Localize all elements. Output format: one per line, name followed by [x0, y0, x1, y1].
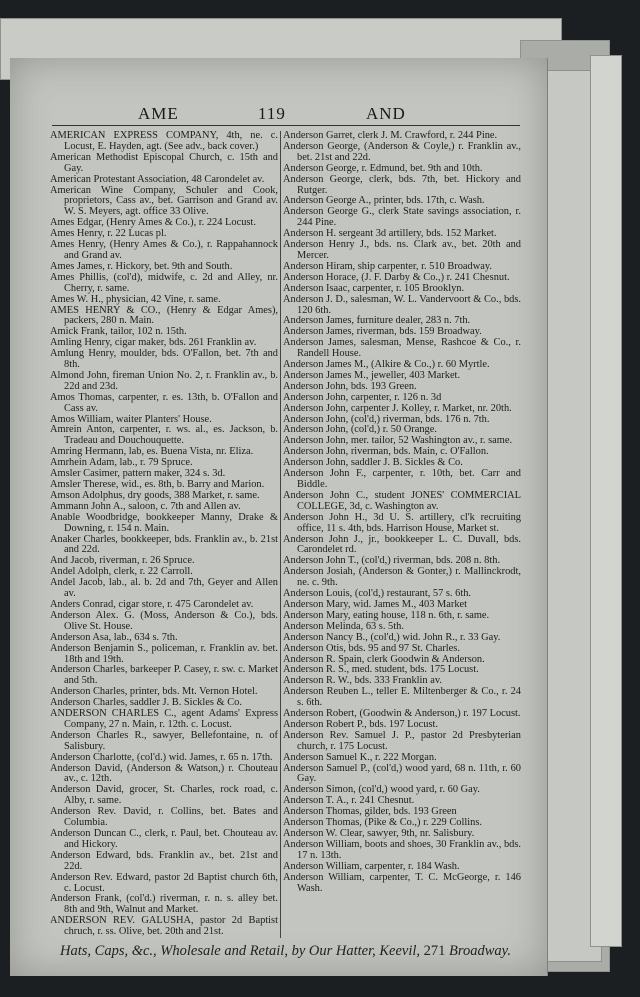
directory-entry: Anderson Simon, (col'd,) wood yard, r. 60 Gay. — [283, 784, 480, 796]
directory-entry: Anderson Josiah, (Anderson & Gonter,) r. Mallinckrodt, ne. c. 9th. — [283, 566, 521, 589]
header-rule — [52, 125, 520, 126]
directory-entry: Anderson Samuel P., (col'd,) wood yard, 68 n. 11th, r. 60 Gay. — [283, 762, 521, 785]
directory-entry: Amrhein Adam, lab., r. 79 Spruce. — [50, 457, 193, 469]
directory-entry: Anderson George, r. Edmund, bet. 9th and 10th. — [283, 162, 483, 174]
directory-entry: Amson Adolphus, dry goods, 388 Market, r. same. — [50, 489, 260, 501]
directory-entry: Anderson Louis, (col'd,) restaurant, 57 s. 6th. — [283, 588, 472, 600]
directory-entry: Anderson Frank, (col'd.) riverman, r. n. s. alley bet. 8th and 9th, Walnut and Market. — [50, 893, 278, 916]
directory-entry: Anderson George, clerk, bds. 7th, bet. Hickory and Rutger. — [283, 173, 521, 196]
directory-page — [10, 58, 548, 976]
directory-entry: Anderson John, (col'd,) r. 50 Orange. — [283, 424, 437, 436]
directory-entry: Anderson William, carpenter, r. 184 Wash. — [283, 860, 460, 872]
directory-entry: ANDERSON REV. GALUSHA, pastor 2d Baptist chruch, r. ss. Olive, bet. 20th and 21st. — [50, 915, 278, 938]
directory-entry: AMES HENRY & CO., (Henry & Edgar Ames), packers, 280 n. Main. — [50, 304, 278, 327]
left-column — [50, 131, 278, 938]
directory-entry: Anderson Thomas, (Pike & Co.,) r. 229 Collins. — [283, 817, 482, 829]
directory-entry: Anderson R. Spain, clerk Goodwin & Anderson. — [283, 653, 485, 665]
directory-entry: Anderson Edward, bds. Franklin av., bet. 21st and 22d. — [50, 849, 278, 872]
directory-entry: Amsler Therese, wid., es. 8th, b. Barry and Marion. — [50, 479, 265, 490]
directory-entry: Anderson John, mer. tailor, 52 Washington av., r. same. — [283, 435, 513, 447]
directory-entry: Anderson Mary, eating house, 118 n. 6th, r. same. — [283, 609, 490, 621]
directory-entry: Anders Conrad, cigar store, r. 475 Carondelet av. — [50, 598, 254, 610]
directory-entry: Ames W. H., physician, 42 Vine, r. same. — [50, 293, 221, 305]
directory-entry: Anderson George G., clerk State savings association, r. 244 Pine. — [283, 206, 521, 229]
directory-entry: Anderson Alex. G. (Moss, Anderson & Co.), bds. Olive St. House. — [50, 609, 278, 632]
directory-entry: Anderson John, (col'd,) riverman, bds. 176 n. 7th. — [283, 413, 490, 425]
directory-entry: Ames Edgar, (Henry Ames & Co.), r. 224 Locust. — [50, 217, 256, 229]
directory-entry: Anderson John, carpenter, r. 126 n. 3d — [283, 391, 442, 403]
page-number: 119 — [258, 104, 286, 123]
directory-entry: Anderson John H., 3d U. S. artillery, cl'k recruiting office, 11 s. 4th, bds. Harrison House, Market st. — [283, 511, 521, 534]
directory-entry: Almond John, fireman Union No. 2, r. Franklin av., b. 22d and 23d. — [50, 369, 278, 392]
directory-entry: Amling Henry, cigar maker, bds. 261 Franklin av. — [50, 337, 257, 349]
directory-entry: Anderson T. A., r. 241 Chesnut. — [283, 795, 415, 807]
directory-entry: Anderson Rev. Edward, pastor 2d Baptist church 6th, c. Locust. — [50, 871, 278, 894]
directory-entry: Anable Woodbridge, bookkeeper Manny, Drake & Downing, r. 154 n. Main. — [50, 511, 278, 534]
directory-entry: Anderson John, carpenter J. Kolley, r. Market, nr. 20th. — [283, 402, 512, 414]
ad-street: Broadway. — [449, 943, 511, 960]
directory-entry: Anderson James, furniture dealer, 283 n. 7th. — [283, 315, 471, 327]
page-header — [50, 104, 547, 125]
directory-entry: Anderson R. W., bds. 333 Franklin av. — [283, 675, 442, 687]
footer-advertisement — [60, 942, 530, 960]
directory-entry: Anderson William, carpenter, T. C. McGeorge, r. 146 Wash. — [283, 871, 521, 894]
directory-entry: Anderson John J., jr., bookkeeper L. C. Duvall, bds. Carondelet rd. — [283, 533, 521, 556]
directory-entry: Ames Phillis, (col'd), midwife, c. 2d and Alley, nr. Cherry, r. same. — [50, 271, 278, 294]
directory-entry: Anderson Asa, lab., 634 s. 7th. — [50, 631, 178, 643]
directory-entry: Anderson John C., student JONES' COMMERCIAL COLLEGE, 3d, c. Washington av. — [283, 489, 521, 512]
directory-entry: Amsler Casimer, pattern maker, 324 s. 3d. — [50, 468, 226, 480]
directory-entry: Anderson John, saddler J. B. Sickles & Co. — [283, 457, 463, 469]
directory-entry: Amrein Anton, carpenter, r. ws. al., es. Jackson, b. Tradeau and Douchouquette. — [50, 424, 278, 447]
directory-entry: Anderson Hiram, ship carpenter, r. 510 Broadway. — [283, 260, 492, 272]
directory-entry: Andel Jacob, lab., al. b. 2d and 7th, Geyer and Allen av. — [50, 577, 278, 600]
directory-entry: American Wine Company, Schuler and Cook, proprietors, Cass av., bet. Garrison and Grand av. W. S. Meyers, agt. office 33 Olive. — [50, 184, 278, 218]
directory-entry: ANDERSON CHARLES C., agent Adams' Express Company, 27 n. Main, r. 12th. c. Locust. — [50, 708, 278, 730]
directory-entry: Anderson James M., (Alkire & Co.,) r. 60 Myrtle. — [283, 359, 490, 371]
directory-entry: Anderson Charles R., sawyer, Bellefontaine, n. of Salisbury. — [50, 729, 278, 752]
directory-entry: Anderson John, riverman, bds. Main, c. O'Fallon. — [283, 446, 489, 458]
ad-text: Hats, Caps, &c., Wholesale and Retail, by Our Hatter, Keevil, — [60, 943, 421, 960]
directory-entry: Anderson John, bds. 193 Green. — [283, 380, 417, 392]
directory-entry: Anderson Melinda, 63 s. 5th. — [283, 620, 404, 632]
directory-entry: Anderson Charles, barkeeper P. Casey, r. sw. c. Market and 5th. — [50, 664, 278, 687]
directory-entry: Anderson John T., (col'd,) riverman, bds. 208 n. 8th. — [283, 555, 501, 567]
directory-entry: Amick Frank, tailor, 102 n. 15th. — [50, 326, 187, 338]
directory-entry: Anderson Thomas, gilder, bds. 193 Green — [283, 806, 457, 818]
directory-entry: Anderson Otis, bds. 95 and 97 St. Charles. — [283, 642, 460, 654]
directory-entry: Anderson Robert, (Goodwin & Anderson,) r. 197 Locust. — [283, 708, 521, 720]
directory-entry: Anderson David, (Anderson & Watson,) r. Chouteau av., c. 12th. — [50, 762, 278, 785]
right-guide-word: AND — [366, 104, 406, 123]
directory-entry: Anderson Horace, (J. F. Darby & Co.,) r. 241 Chesnut. — [283, 271, 510, 283]
ad-number: 271 — [423, 943, 446, 960]
directory-entry: Anderson David, grocer, St. Charles, rock road, c. Alby, r. same. — [50, 784, 278, 807]
directory-entry: Anaker Charles, bookkeeper, bds. Franklin av., b. 21st and 22d. — [50, 533, 278, 556]
directory-entry: Ames Henry, r. 22 Lucas pl. — [50, 228, 167, 240]
directory-entry: Anderson William, boots and shoes, 30 Franklin av., bds. 17 n. 13th. — [283, 838, 521, 861]
directory-entry: Andel Adolph, clerk, r. 22 Carroll. — [50, 566, 193, 578]
directory-entry: Anderson Charles, printer, bds. Mt. Vernon Hotel. — [50, 686, 258, 698]
page-stack-edge — [590, 55, 622, 947]
directory-entry: Anderson Rev. Samuel J. P., pastor 2d Presbyterian church, r. 175 Locust. — [283, 729, 521, 752]
left-guide-word: AME — [138, 104, 179, 123]
directory-entry: Anderson R. S., med. student, bds. 175 Locust. — [283, 664, 479, 676]
directory-entry: AMERICAN EXPRESS COMPANY, 4th, ne. c. Locust, E. Hayden, agt. (See adv., back cover.) — [50, 130, 278, 152]
directory-entry: Anderson Charlotte, (col'd.) wid. James, r. 65 n. 17th. — [50, 751, 273, 763]
directory-entry: Anderson Garret, clerk J. M. Crawford, r. 244 Pine. — [283, 130, 498, 141]
directory-entry: Anderson Henry J., bds. ns. Clark av., bet. 20th and Mercer. — [283, 239, 521, 261]
directory-entry: Ames Henry, (Henry Ames & Co.), r. Rappahannock and Grand av. — [50, 239, 278, 261]
directory-entry: Anderson Mary, wid. James M., 403 Market — [283, 598, 468, 610]
directory-entry: Anderson W. Clear, sawyer, 9th, nr. Salisbury. — [283, 828, 475, 839]
directory-entry: Anderson James, salesman, Mense, Rashcoe & Co., r. Randell House. — [283, 337, 521, 360]
directory-entry: Anderson George, (Anderson & Coyle,) r. Franklin av., bet. 21st and 22d. — [283, 140, 521, 163]
directory-entry: And Jacob, riverman, r. 26 Spruce. — [50, 555, 195, 567]
directory-entry: Anderson Benjamin S., policeman, r. Franklin av. bet. 18th and 19th. — [50, 642, 278, 665]
directory-entry: Anderson Nancy B., (col'd,) wid. John R., r. 33 Gay. — [283, 631, 501, 643]
directory-entry: Amos William, waiter Planters' House. — [50, 413, 212, 425]
directory-entry: Anderson Samuel K., r. 222 Morgan. — [283, 751, 437, 763]
directory-entry: Anderson Rev. David, r. Collins, bet. Bates and Columbia. — [50, 806, 278, 829]
directory-entry: Anderson James, riverman, bds. 159 Broadway. — [283, 326, 482, 338]
directory-entry: Amlung Henry, moulder, bds. O'Fallon, bet. 7th and 8th. — [50, 348, 278, 371]
directory-entry: Amring Hermann, lab, es. Buena Vista, nr. Eliza. — [50, 446, 254, 458]
directory-entry: Anderson Charles, saddler J. B. Sickles & Co. — [50, 697, 242, 709]
columns — [50, 131, 521, 938]
directory-entry: American Methodist Episcopal Church, c. 15th and Gay. — [50, 151, 278, 174]
directory-entry: Anderson Robert P., bds. 197 Locust. — [283, 718, 438, 730]
directory-entry: Ames James, r. Hickory, bet. 9th and South. — [50, 260, 233, 272]
directory-entry: Anderson George A., printer, bds. 17th, c. Wash. — [283, 195, 485, 207]
right-column — [283, 131, 521, 894]
directory-entry: Anderson James M., jeweller, 403 Market. — [283, 369, 461, 381]
directory-entry: Anderson H. sergeant 3d artillery, bds. 152 Market. — [283, 228, 497, 240]
directory-entry: Anderson John F., carpenter, r. 10th, bet. Carr and Biddle. — [283, 468, 521, 490]
directory-entry: Anderson Isaac, carpenter, r. 105 Brooklyn. — [283, 282, 465, 294]
directory-entry: Ammann John A., saloon, c. 7th and Allen av. — [50, 500, 241, 512]
directory-entry: Anderson Duncan C., clerk, r. Paul, bet. Chouteau av. and Hickory. — [50, 828, 278, 850]
column-divider — [280, 131, 281, 938]
directory-entry: Anderson Reuben L., teller E. Miltenberger & Co., r. 24 s. 6th. — [283, 686, 521, 709]
directory-entry: Anderson J. D., salesman, W. L. Vandervoort & Co., bds. 120 6th. — [283, 293, 521, 316]
directory-entry: American Protestant Association, 48 Carondelet av. — [50, 173, 265, 185]
directory-entry: Amos Thomas, carpenter, r. es. 13th, b. O'Fallon and Cass av. — [50, 391, 278, 414]
